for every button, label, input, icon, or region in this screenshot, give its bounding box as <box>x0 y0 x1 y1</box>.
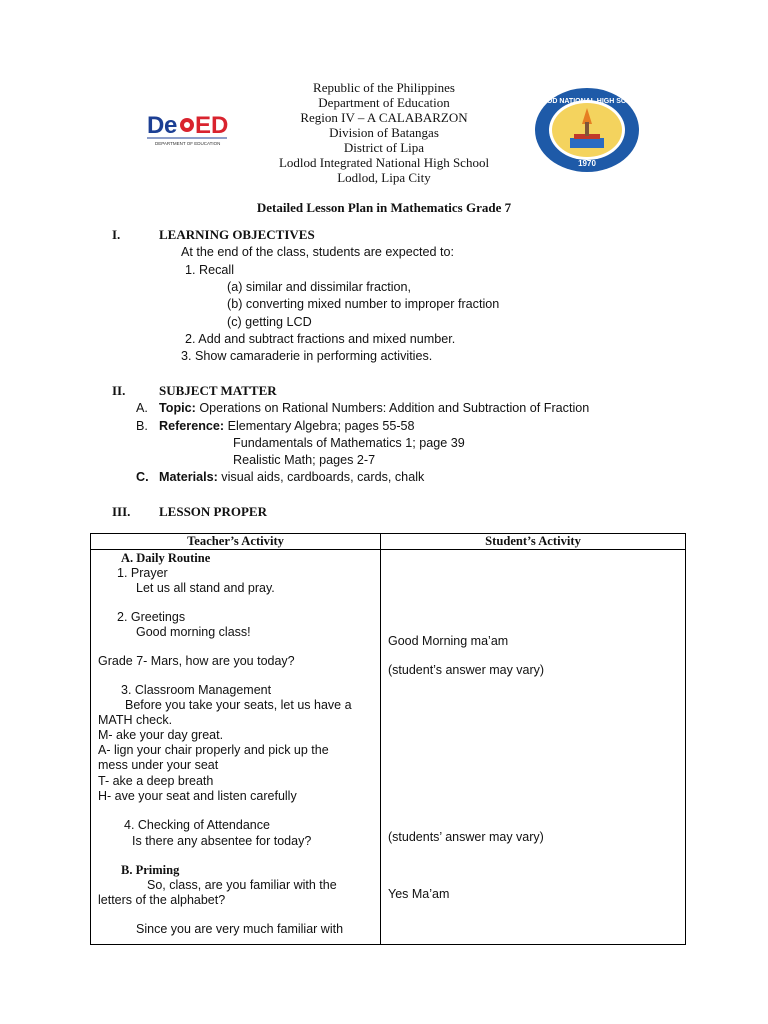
math-check-m: M- ake your day great. <box>98 728 224 742</box>
daily-routine-heading: A. Daily Routine <box>121 551 211 565</box>
attendance-label: 4. Checking of Attendance <box>124 818 270 832</box>
svg-text:LODLOD NATIONAL HIGH SCHOOL: LODLOD NATIONAL HIGH SCHOOL <box>530 98 644 105</box>
student-yes: Yes Ma’am <box>388 887 450 901</box>
subject-reference-text: Elementary Algebra; pages 55-58 <box>224 419 415 433</box>
math-check-a: A- lign your chair properly and pick up the <box>98 743 329 757</box>
svg-text:1970: 1970 <box>578 159 596 168</box>
greetings-label: 2. Greetings <box>117 610 186 624</box>
subject-materials-text: visual aids, cardboards, cards, chalk <box>217 470 425 484</box>
classroom-management-label: 3. Classroom Management <box>121 683 272 697</box>
objectives-intro: At the end of the class, students are expected to: <box>181 245 455 259</box>
subject-reference-extra: Fundamentals of Mathematics 1; page 39 <box>233 436 465 450</box>
section-numeral-1: I. <box>112 227 121 242</box>
header-line-2: Department of Education <box>318 95 450 110</box>
subject-topic-letter: A. <box>136 401 148 415</box>
objective-subitem: (c) getting LCD <box>227 315 312 329</box>
header-line-1: Republic of the Philippines <box>313 80 455 95</box>
deped-logo <box>127 88 241 166</box>
prayer-label: 1. Prayer <box>117 566 168 580</box>
header-line-7: Lodlod, Lipa City <box>337 170 431 185</box>
since-line: Since you are very much familiar with <box>136 922 344 936</box>
header-line-6: Lodlod Integrated National High School <box>278 155 490 170</box>
header-line-4: Division of Batangas <box>329 125 439 140</box>
section-heading-subject-matter: SUBJECT MATTER <box>159 383 277 398</box>
how-are-you-line: Grade 7- Mars, how are you today? <box>98 654 295 668</box>
teacher-activity-header: Teacher’s Activity <box>91 534 381 550</box>
priming-heading: B. Priming <box>121 863 180 877</box>
subject-reference-letter: B. <box>136 419 148 433</box>
section-numeral-2: II. <box>112 383 126 398</box>
math-check-t: T- ake a deep breath <box>98 774 214 788</box>
subject-materials <box>159 470 424 484</box>
student-answer: (student’s answer may vary) <box>388 663 545 677</box>
objective-subitem: (a) similar and dissimilar fraction, <box>227 280 412 294</box>
svg-text:D: D <box>147 112 165 139</box>
svg-text:ED: ED <box>195 112 229 139</box>
objective-item: 2. Add and subtract fractions and mixed number. <box>185 332 456 346</box>
school-seal-logo <box>530 86 644 174</box>
section-heading-objectives: LEARNING OBJECTIVES <box>159 227 315 242</box>
subject-materials-letter: C. <box>136 470 149 484</box>
priming-line: letters of the alphabet? <box>98 893 226 907</box>
svg-text:e: e <box>164 112 178 139</box>
lesson-table <box>90 533 686 945</box>
math-check-h: H- ave your seat and listen carefully <box>98 789 297 803</box>
student-answer: (students’ answer may vary) <box>388 830 544 844</box>
section-numeral-3: III. <box>112 504 131 519</box>
svg-text:DEPARTMENT OF EDUCATION: DEPARTMENT OF EDUCATION <box>155 141 221 146</box>
management-line: Before you take your seats, let us have a <box>125 698 352 712</box>
management-line: MATH check. <box>98 713 173 727</box>
objective-subitem: (b) converting mixed number to improper fraction <box>227 297 500 311</box>
objective-item: 1. Recall <box>185 263 234 277</box>
priming-line: So, class, are you familiar with the <box>147 878 337 892</box>
student-activity-cell <box>381 550 686 945</box>
header-line-3: Region IV – A CALABARZON <box>300 110 468 125</box>
header-line-5: District of Lipa <box>343 140 425 155</box>
lesson-plan-title: Detailed Lesson Plan in Mathematics Grade 7 <box>256 200 512 215</box>
section-heading-lesson-proper: LESSON PROPER <box>159 504 267 519</box>
math-check-a-cont: mess under your seat <box>98 758 219 772</box>
subject-topic-text: Operations on Rational Numbers: Addition and Subtraction of Fraction <box>195 401 590 415</box>
subject-reference-label: Reference: <box>159 419 225 433</box>
subject-materials-label: Materials: <box>159 470 218 484</box>
subject-topic <box>159 401 589 415</box>
attendance-line: Is there any absentee for today? <box>132 834 312 848</box>
student-activity-header: Student’s Activity <box>381 534 686 550</box>
subject-reference-extra: Realistic Math; pages 2-7 <box>233 453 376 467</box>
teacher-activity-cell <box>91 550 381 945</box>
objective-item: 3. Show camaraderie in performing activities. <box>181 349 433 363</box>
subject-reference <box>159 419 415 433</box>
student-good-morning: Good Morning ma’am <box>388 634 509 648</box>
greetings-line: Good morning class! <box>136 625 251 639</box>
subject-topic-label: Topic: <box>159 401 196 415</box>
prayer-line: Let us all stand and pray. <box>136 581 275 595</box>
